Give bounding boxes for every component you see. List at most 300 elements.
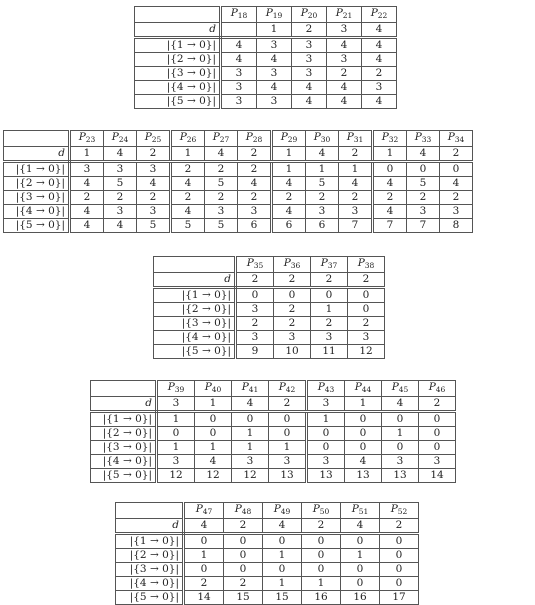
column-header-index: 42 [285, 385, 296, 394]
table-cell: 2 [70, 191, 104, 205]
table-cell: 4 [257, 81, 292, 95]
table-cell: 3 [70, 162, 104, 177]
table-cell: 5 [306, 177, 339, 191]
table-cell: 4 [327, 81, 362, 95]
table-row [154, 317, 385, 331]
table-cell: 0 [184, 563, 224, 577]
table-cell: 0 [224, 534, 263, 549]
table-cell: 13 [307, 469, 345, 483]
d-cell: 2 [311, 273, 348, 288]
d-row [135, 23, 397, 38]
column-header-letter: P [381, 131, 389, 143]
d-cell: 1 [257, 23, 292, 38]
column-header [195, 381, 232, 397]
table-cell: 3 [292, 67, 327, 81]
row-label-4: |{4 → 0}| [91, 455, 157, 469]
table-cell: 12 [195, 469, 232, 483]
table-p23-p34 [3, 130, 473, 233]
d-row [91, 397, 456, 412]
table-cell: 3 [236, 303, 274, 317]
d-cell: 4 [184, 519, 224, 534]
table-cell: 1 [307, 412, 345, 427]
table-cell: 0 [307, 441, 345, 455]
table-cell: 13 [269, 469, 307, 483]
table-row [135, 53, 397, 67]
row-label-1: |{1 → 0}| [135, 38, 221, 53]
table-cell: 0 [382, 412, 419, 427]
table-cell: 4 [137, 177, 171, 191]
table-row [135, 95, 397, 109]
column-header [157, 381, 195, 397]
table-cell: 1 [263, 549, 302, 563]
table-row [154, 288, 385, 303]
row-label-1: |{1 → 0}| [91, 412, 157, 427]
table-cell: 0 [195, 427, 232, 441]
d-cell: 4 [205, 147, 238, 162]
table-row [154, 331, 385, 345]
row-label-2: |{2 → 0}| [116, 549, 184, 563]
column-header [238, 131, 272, 147]
column-header [373, 131, 407, 147]
table-cell: 0 [157, 427, 195, 441]
column-header-index: 24 [118, 135, 129, 144]
corner-cell [91, 381, 157, 397]
table-cell: 10 [274, 345, 311, 359]
column-header-letter: P [283, 257, 291, 269]
d-cell: 1 [345, 397, 382, 412]
table-cell: 3 [311, 331, 348, 345]
table-cell: 16 [302, 591, 341, 605]
column-header [137, 131, 171, 147]
table-row [135, 81, 397, 95]
column-header-letter: P [212, 131, 220, 143]
table-cell: 4 [327, 95, 362, 109]
table-cell: 0 [302, 534, 341, 549]
table-cell: 2 [407, 191, 440, 205]
column-header [339, 131, 373, 147]
table-cell: 4 [440, 177, 473, 191]
table-cell: 4 [362, 95, 397, 109]
d-row [4, 147, 473, 162]
table-row [4, 177, 473, 191]
row-label-4: |{4 → 0}| [116, 577, 184, 591]
column-header [341, 503, 380, 519]
table-row [116, 534, 419, 549]
table-cell: 4 [292, 95, 327, 109]
column-header-letter: P [265, 7, 273, 19]
d-cell: 2 [137, 147, 171, 162]
table-cell: 0 [348, 288, 385, 303]
table-cell: 3 [274, 331, 311, 345]
table-cell: 0 [263, 534, 302, 549]
table-cell: 2 [327, 67, 362, 81]
d-cell [221, 23, 257, 38]
column-header-letter: P [428, 381, 436, 393]
corner-cell [116, 503, 184, 519]
table-cell: 0 [345, 427, 382, 441]
table-cell: 3 [307, 455, 345, 469]
table-cell: 0 [269, 427, 307, 441]
table-cell: 13 [382, 469, 419, 483]
table-cell: 13 [345, 469, 382, 483]
table-cell: 3 [104, 162, 137, 177]
table-cell: 0 [419, 427, 456, 441]
table-cell: 1 [232, 441, 269, 455]
column-header-letter: P [391, 381, 399, 393]
column-header-letter: P [230, 7, 238, 19]
row-label-4: |{4 → 0}| [154, 331, 236, 345]
table-cell: 0 [195, 412, 232, 427]
column-header-index: 29 [287, 135, 298, 144]
d-cell: 4 [382, 397, 419, 412]
column-header-index: 25 [151, 135, 162, 144]
column-header [272, 131, 306, 147]
d-cell: 2 [302, 519, 341, 534]
table-cell: 6 [272, 219, 306, 233]
table-p47-p52 [115, 502, 419, 605]
table-cell: 12 [348, 345, 385, 359]
table-cell: 0 [348, 303, 385, 317]
row-label-5: |{5 → 0}| [4, 219, 70, 233]
table-cell: 2 [339, 191, 373, 205]
table-cell: 12 [232, 469, 269, 483]
table-cell: 1 [341, 549, 380, 563]
table-row [4, 205, 473, 219]
d-cell: 4 [306, 147, 339, 162]
column-header-letter: P [317, 381, 325, 393]
d-cell: 3 [307, 397, 345, 412]
table-cell: 1 [306, 162, 339, 177]
column-header-index: 31 [353, 135, 364, 144]
column-header [269, 381, 307, 397]
row-label-2: |{2 → 0}| [91, 427, 157, 441]
column-header [292, 7, 327, 23]
table-row [116, 591, 419, 605]
column-header-letter: P [346, 131, 354, 143]
table-cell: 3 [339, 205, 373, 219]
table-cell: 3 [257, 67, 292, 81]
table-row [135, 67, 397, 81]
table-cell: 1 [195, 441, 232, 455]
column-header-index: 39 [174, 385, 185, 394]
column-header-index: 41 [248, 385, 259, 394]
table-row [91, 441, 456, 455]
table-cell: 2 [171, 191, 205, 205]
table-cell: 1 [232, 427, 269, 441]
d-cell: 4 [263, 519, 302, 534]
row-label-d: d [91, 397, 157, 412]
d-cell: 2 [224, 519, 263, 534]
table-cell: 0 [224, 549, 263, 563]
table-cell: 3 [292, 38, 327, 53]
column-header-index: 26 [186, 135, 197, 144]
column-header-index: 35 [253, 261, 264, 270]
d-cell: 2 [292, 23, 327, 38]
column-header [419, 381, 456, 397]
column-header-letter: P [335, 7, 343, 19]
table-cell: 0 [307, 427, 345, 441]
column-header-letter: P [144, 131, 152, 143]
table-cell: 4 [373, 177, 407, 191]
table-cell: 2 [274, 303, 311, 317]
table-row [116, 549, 419, 563]
column-header-letter: P [370, 7, 378, 19]
table-cell: 3 [104, 205, 137, 219]
column-header [407, 131, 440, 147]
row-label-5: |{5 → 0}| [91, 469, 157, 483]
table-cell: 4 [272, 205, 306, 219]
column-header-index: 43 [324, 385, 335, 394]
table-cell: 1 [157, 412, 195, 427]
table-cell: 1 [339, 162, 373, 177]
table-cell: 3 [292, 53, 327, 67]
table-cell: 3 [269, 455, 307, 469]
table-cell: 2 [205, 191, 238, 205]
row-label-d: d [4, 147, 70, 162]
table-cell: 3 [257, 95, 292, 109]
table-cell: 12 [157, 469, 195, 483]
d-cell: 4 [341, 519, 380, 534]
row-label-2: |{2 → 0}| [4, 177, 70, 191]
row-label-3: |{3 → 0}| [154, 317, 236, 331]
table-cell: 0 [341, 577, 380, 591]
table-cell: 5 [137, 219, 171, 233]
table-cell: 3 [137, 162, 171, 177]
d-cell: 2 [269, 397, 307, 412]
column-header-letter: P [313, 131, 321, 143]
table-cell: 0 [263, 563, 302, 577]
column-header-letter: P [241, 381, 249, 393]
d-row [116, 519, 419, 534]
table-row [154, 345, 385, 359]
column-header-letter: P [354, 381, 362, 393]
row-label-3: |{3 → 0}| [4, 191, 70, 205]
table-cell: 3 [327, 53, 362, 67]
table-cell: 0 [341, 563, 380, 577]
table-cell: 2 [373, 191, 407, 205]
table-cell: 9 [236, 345, 274, 359]
column-header [382, 381, 419, 397]
d-cell: 2 [236, 273, 274, 288]
column-header [311, 257, 348, 273]
table-cell: 0 [269, 412, 307, 427]
column-header-index: 28 [252, 135, 263, 144]
column-header-letter: P [357, 257, 365, 269]
d-cell: 2 [238, 147, 272, 162]
table-cell: 0 [345, 412, 382, 427]
table-cell: 0 [311, 288, 348, 303]
header-row [91, 381, 456, 397]
table-row [4, 191, 473, 205]
header-row [154, 257, 385, 273]
table-cell: 2 [238, 191, 272, 205]
column-header-index: 22 [377, 11, 388, 20]
table-cell: 0 [407, 162, 440, 177]
row-label-5: |{5 → 0}| [154, 345, 236, 359]
table-cell: 0 [236, 288, 274, 303]
table-cell: 2 [184, 577, 224, 591]
table-cell: 14 [419, 469, 456, 483]
table-cell: 3 [137, 205, 171, 219]
table-cell: 5 [407, 177, 440, 191]
table-cell: 0 [380, 534, 419, 549]
table-row [91, 427, 456, 441]
table-cell: 15 [224, 591, 263, 605]
table-cell: 3 [407, 205, 440, 219]
column-header-index: 37 [327, 261, 338, 270]
table-cell: 0 [380, 563, 419, 577]
column-header-index: 32 [388, 135, 399, 144]
table-row [116, 563, 419, 577]
table-cell: 4 [292, 81, 327, 95]
table-cell: 4 [362, 38, 397, 53]
table-cell: 3 [205, 205, 238, 219]
column-header [70, 131, 104, 147]
row-label-1: |{1 → 0}| [116, 534, 184, 549]
row-label-5: |{5 → 0}| [116, 591, 184, 605]
column-header-index: 20 [307, 11, 318, 20]
table-cell: 2 [224, 577, 263, 591]
table-cell: 4 [195, 455, 232, 469]
table-cell: 4 [362, 53, 397, 67]
table-cell: 2 [272, 191, 306, 205]
d-cell: 2 [339, 147, 373, 162]
column-header-index: 49 [280, 507, 291, 516]
column-header [274, 257, 311, 273]
table-cell: 1 [382, 427, 419, 441]
row-label-1: |{1 → 0}| [154, 288, 236, 303]
table-cell: 4 [171, 177, 205, 191]
row-label-4: |{4 → 0}| [4, 205, 70, 219]
table-cell: 3 [362, 81, 397, 95]
table-cell: 4 [238, 177, 272, 191]
table-cell: 7 [407, 219, 440, 233]
d-cell: 1 [373, 147, 407, 162]
table-cell: 4 [171, 205, 205, 219]
table-cell: 15 [263, 591, 302, 605]
table-cell: 2 [362, 67, 397, 81]
d-cell: 2 [274, 273, 311, 288]
column-header-index: 30 [320, 135, 331, 144]
column-header [224, 503, 263, 519]
corner-cell [154, 257, 236, 273]
column-header-letter: P [320, 257, 328, 269]
column-header-index: 47 [202, 507, 213, 516]
table-cell: 3 [157, 455, 195, 469]
column-header-letter: P [234, 503, 242, 515]
table-cell: 2 [236, 317, 274, 331]
column-header [171, 131, 205, 147]
column-header-index: 19 [272, 11, 283, 20]
table-cell: 17 [380, 591, 419, 605]
table-cell: 5 [205, 219, 238, 233]
table-cell: 4 [327, 38, 362, 53]
column-header [221, 7, 257, 23]
table-cell: 0 [380, 577, 419, 591]
table-cell: 0 [419, 412, 456, 427]
table-cell: 3 [221, 67, 257, 81]
column-header [307, 381, 345, 397]
column-header [302, 503, 341, 519]
column-header-index: 38 [364, 261, 375, 270]
column-header-index: 33 [421, 135, 432, 144]
table-cell: 6 [238, 219, 272, 233]
column-header-index: 27 [219, 135, 230, 144]
table-row [154, 303, 385, 317]
column-header-letter: P [312, 503, 320, 515]
table-cell: 0 [341, 534, 380, 549]
d-cell: 2 [440, 147, 473, 162]
row-label-3: |{3 → 0}| [116, 563, 184, 577]
column-header-index: 34 [454, 135, 465, 144]
row-label-2: |{2 → 0}| [154, 303, 236, 317]
column-header-index: 45 [398, 385, 409, 394]
table-cell: 7 [339, 219, 373, 233]
table-cell: 0 [440, 162, 473, 177]
row-label-d: d [135, 23, 221, 38]
column-header-letter: P [280, 131, 288, 143]
d-cell: 1 [272, 147, 306, 162]
table-row [4, 219, 473, 233]
column-header [440, 131, 473, 147]
table-cell: 1 [269, 441, 307, 455]
table-row [91, 469, 456, 483]
column-header [306, 131, 339, 147]
column-header [348, 257, 385, 273]
column-header-letter: P [111, 131, 119, 143]
d-cell: 1 [70, 147, 104, 162]
d-cell: 1 [171, 147, 205, 162]
table-cell: 0 [184, 534, 224, 549]
table-cell: 1 [311, 303, 348, 317]
column-header-index: 40 [211, 385, 222, 394]
column-header [232, 381, 269, 397]
table-cell: 1 [302, 577, 341, 591]
table-cell: 5 [205, 177, 238, 191]
column-header-letter: P [204, 381, 212, 393]
row-label-d: d [116, 519, 184, 534]
d-cell: 4 [232, 397, 269, 412]
column-header-letter: P [246, 257, 254, 269]
table-cell: 0 [302, 563, 341, 577]
table-cell: 4 [373, 205, 407, 219]
column-header [104, 131, 137, 147]
table-cell: 3 [257, 38, 292, 53]
column-header-letter: P [278, 381, 286, 393]
header-row [135, 7, 397, 23]
table-cell: 0 [232, 412, 269, 427]
table-cell: 16 [341, 591, 380, 605]
column-header-index: 46 [435, 385, 446, 394]
table-cell: 6 [306, 219, 339, 233]
row-label-5: |{5 → 0}| [135, 95, 221, 109]
table-cell: 2 [104, 191, 137, 205]
table-cell: 3 [419, 455, 456, 469]
table-cell: 2 [348, 317, 385, 331]
table-cell: 2 [311, 317, 348, 331]
column-header [380, 503, 419, 519]
table-p18-p22 [134, 6, 397, 109]
table-cell: 1 [263, 577, 302, 591]
table-cell: 5 [104, 177, 137, 191]
table-cell: 1 [272, 162, 306, 177]
table-cell: 0 [419, 441, 456, 455]
d-cell: 4 [407, 147, 440, 162]
column-header-letter: P [179, 131, 187, 143]
column-header-letter: P [351, 503, 359, 515]
table-cell: 0 [382, 441, 419, 455]
column-header-index: 51 [358, 507, 369, 516]
